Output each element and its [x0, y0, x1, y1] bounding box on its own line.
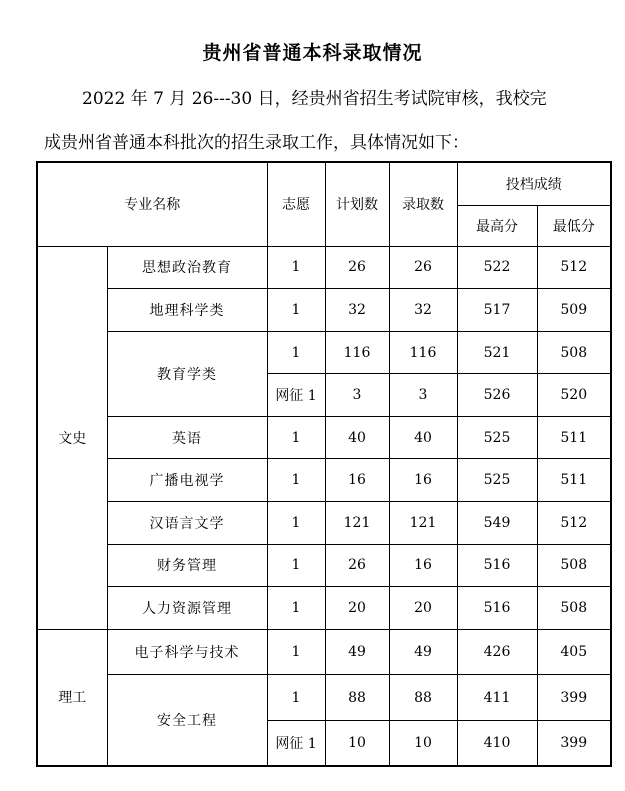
min-score-cell: 508: [537, 544, 611, 587]
admitted-cell: 10: [389, 720, 457, 766]
plan-cell: 88: [325, 675, 389, 721]
header-plan: 计划数: [325, 162, 389, 246]
max-score-cell: 516: [457, 587, 537, 630]
header-min-score: 最低分: [537, 206, 611, 247]
choice-cell: 1: [267, 501, 325, 544]
plan-cell: 26: [325, 544, 389, 587]
min-score-cell: 511: [537, 416, 611, 459]
major-cell: 安全工程: [107, 675, 267, 766]
admitted-cell: 49: [389, 629, 457, 675]
header-row: [37, 162, 611, 206]
plan-cell: 116: [325, 331, 389, 374]
min-score-cell: 512: [537, 501, 611, 544]
intro-paragraph-line-1: 2022 年 7 月 26---30 日，经贵州省招生考试院审核，我校完: [82, 89, 547, 109]
choice-cell: 1: [267, 246, 325, 289]
max-score-cell: 410: [457, 720, 537, 766]
table-row: [37, 289, 611, 332]
max-score-cell: 517: [457, 289, 537, 332]
choice-cell: 1: [267, 675, 325, 721]
choice-cell: 1: [267, 331, 325, 374]
plan-cell: 26: [325, 246, 389, 289]
group-wenshi: 文史: [37, 246, 107, 629]
max-score-cell: 526: [457, 374, 537, 417]
admitted-cell: 20: [389, 587, 457, 630]
plan-cell: 10: [325, 720, 389, 766]
major-cell: 教育学类: [107, 331, 267, 416]
major-cell: 思想政治教育: [107, 246, 267, 289]
min-score-cell: 520: [537, 374, 611, 417]
max-score-cell: 411: [457, 675, 537, 721]
major-cell: 地理科学类: [107, 289, 267, 332]
admitted-cell: 16: [389, 459, 457, 502]
group-ligong: 理工: [37, 629, 107, 766]
choice-cell: 1: [267, 629, 325, 675]
header-max-score: 最高分: [457, 206, 537, 247]
choice-cell: 1: [267, 289, 325, 332]
major-cell: 广播电视学: [107, 459, 267, 502]
plan-cell: 32: [325, 289, 389, 332]
major-cell: 电子科学与技术: [107, 629, 267, 675]
choice-cell: 1: [267, 544, 325, 587]
header-major: 专业名称: [37, 162, 267, 246]
table-row: [37, 501, 611, 544]
admitted-cell: 121: [389, 501, 457, 544]
table-row: [37, 587, 611, 630]
table-row: [37, 246, 611, 289]
admitted-cell: 88: [389, 675, 457, 721]
table-row: [37, 675, 611, 721]
min-score-cell: 511: [537, 459, 611, 502]
choice-cell: 1: [267, 587, 325, 630]
table-row: [37, 331, 611, 374]
min-score-cell: 508: [537, 331, 611, 374]
max-score-cell: 516: [457, 544, 537, 587]
admitted-cell: 3: [389, 374, 457, 417]
plan-cell: 20: [325, 587, 389, 630]
table-row: [37, 416, 611, 459]
admitted-cell: 32: [389, 289, 457, 332]
admitted-cell: 116: [389, 331, 457, 374]
min-score-cell: 399: [537, 720, 611, 766]
admission-table: [36, 161, 612, 767]
plan-cell: 49: [325, 629, 389, 675]
max-score-cell: 525: [457, 459, 537, 502]
major-cell: 财务管理: [107, 544, 267, 587]
plan-cell: 16: [325, 459, 389, 502]
choice-cell: 网征 1: [267, 720, 325, 766]
admitted-cell: 16: [389, 544, 457, 587]
page-title: 贵州省普通本科录取情况: [202, 42, 423, 64]
plan-cell: 40: [325, 416, 389, 459]
max-score-cell: 521: [457, 331, 537, 374]
choice-cell: 1: [267, 416, 325, 459]
min-score-cell: 512: [537, 246, 611, 289]
header-choice: 志愿: [267, 162, 325, 246]
max-score-cell: 522: [457, 246, 537, 289]
choice-cell: 1: [267, 459, 325, 502]
max-score-cell: 549: [457, 501, 537, 544]
table-row: [37, 544, 611, 587]
min-score-cell: 399: [537, 675, 611, 721]
plan-cell: 3: [325, 374, 389, 417]
table-row: [37, 459, 611, 502]
choice-cell: 网征 1: [267, 374, 325, 417]
intro-paragraph-line-2: 成贵州省普通本科批次的招生录取工作，具体情况如下：: [44, 133, 469, 153]
min-score-cell: 405: [537, 629, 611, 675]
header-score-group: 投档成绩: [457, 162, 611, 206]
min-score-cell: 508: [537, 587, 611, 630]
admitted-cell: 26: [389, 246, 457, 289]
table-row: [37, 629, 611, 675]
major-cell: 人力资源管理: [107, 587, 267, 630]
min-score-cell: 509: [537, 289, 611, 332]
major-cell: 英语: [107, 416, 267, 459]
admitted-cell: 40: [389, 416, 457, 459]
plan-cell: 121: [325, 501, 389, 544]
max-score-cell: 426: [457, 629, 537, 675]
max-score-cell: 525: [457, 416, 537, 459]
header-admitted: 录取数: [389, 162, 457, 246]
major-cell: 汉语言文学: [107, 501, 267, 544]
